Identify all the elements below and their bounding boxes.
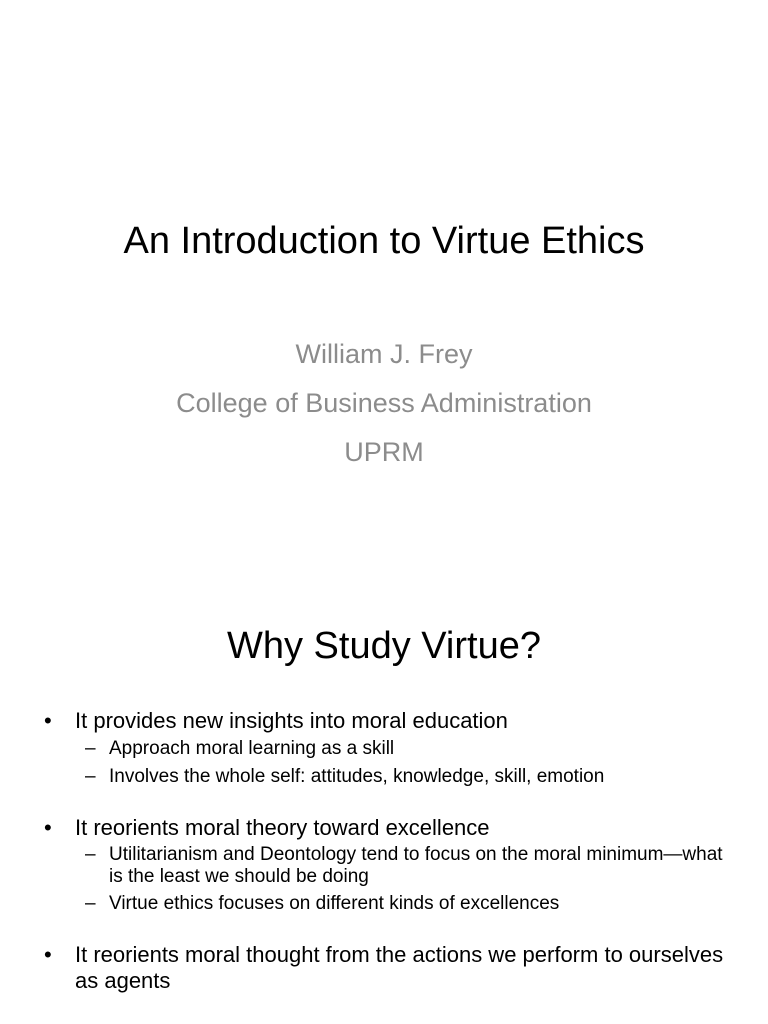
author-name: William J. Frey (295, 339, 473, 369)
slide-title: An Introduction to Virtue Ethics (123, 220, 645, 262)
content-slide (0, 576, 768, 1024)
bullet-text: • It reorients moral theory toward excellence (75, 815, 490, 840)
author-institution: UPRM (344, 437, 424, 467)
sub-bullet-list (85, 737, 738, 789)
sub-bullet-item: – Virtue ethics focuses on different kinds of excellences (85, 892, 738, 916)
sub-bullet-item: – Involves the whole self: attitudes, knowledge, skill, emotion (85, 765, 738, 789)
slide-title: Why Study Virtue? (226, 625, 541, 667)
author-college: College of Business Administration (176, 388, 592, 418)
bullet-item (44, 815, 738, 916)
sub-bullet-list (85, 844, 738, 916)
bullet-item (44, 942, 738, 994)
sub-bullet-item: – Approach moral learning as a skill (85, 737, 738, 761)
bullet-text: • It reorients moral thought from the actions we perform to ourselves as agents (75, 942, 724, 993)
bullet-list (44, 708, 738, 1020)
slide-subtitle (0, 330, 768, 477)
bullet-text: • It provides new insights into moral education (75, 708, 508, 733)
sub-bullet-item: – Utilitarianism and Deontology tend to focus on the moral minimum—what is the least we should be doing (85, 844, 738, 888)
bullet-item (44, 708, 738, 789)
